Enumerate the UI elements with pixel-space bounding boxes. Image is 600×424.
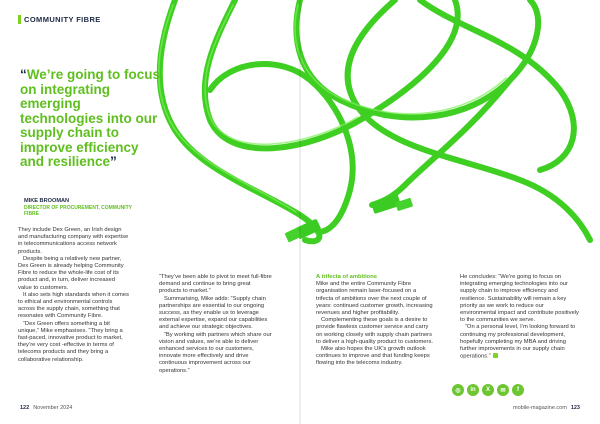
body-column-3 <box>316 274 433 368</box>
paragraph: He concludes: “We’re going to focus on integrating emerging technologies into our supply chain to improve efficiency and resilience. Sustainability will remain a key priority as we work to reduce our environmental impact and contribute positively to the communities we serve. <box>460 274 579 324</box>
section-subheading: A trifecta of ambitions <box>316 274 377 280</box>
paragraph: They include Dex Green, an Irish design and manufacturing company with expertise in telecommunications access network products. <box>18 227 129 255</box>
body-column-4 <box>460 274 581 361</box>
paragraph: Complementing these goals is a desire to provide flawless customer service and carry on working closely with supply chain partners to deliver a high-quality product to customers. <box>316 317 433 345</box>
page-number-left: 122 <box>20 405 30 411</box>
paragraph <box>460 324 581 361</box>
section-tag: COMMUNITY FIBRE <box>24 15 101 24</box>
paragraph: “By working with partners which share our vision and values, we’re able to deliver enhanced services to our customers, innovate more effectively and drive continuous improvement across our operations.” <box>159 331 272 374</box>
facebook-icon[interactable]: f <box>512 384 524 396</box>
social-links <box>452 384 524 398</box>
rj45-connector-right <box>371 194 413 214</box>
byline-role: DIRECTOR OF PROCUREMENT, COMMUNITY FIBRE <box>24 205 132 217</box>
paragraph: “They’ve been able to pivot to meet full-fibre demand and continue to bring great products to market.” <box>159 274 272 295</box>
page-number-right: 123 <box>570 405 580 411</box>
globe-icon[interactable]: ◎ <box>452 384 464 396</box>
byline-name: MIKE BROOMAN <box>24 198 70 204</box>
body-column-2 <box>159 274 272 375</box>
pull-quote-text: We’re going to focus on integrating emerging technologies into our supply chain to improve efficiency and resilience <box>20 67 161 169</box>
x-icon[interactable]: X <box>482 384 494 396</box>
page-spine <box>299 0 301 424</box>
issue-date: November 2024 <box>33 405 73 411</box>
end-of-article-icon <box>493 353 498 358</box>
pull-quote <box>20 68 160 170</box>
email-icon[interactable]: ✉ <box>497 384 509 396</box>
footer-left <box>20 405 72 411</box>
quote-open-mark: “ <box>20 67 27 82</box>
paragraph: It also sets high standards when it comes to ethical and environmental controls across the supply chain, something that resonates with Community Fibre. <box>18 291 130 320</box>
paragraph: Mike also hopes the UK’s growth outlook continues to improve and that funding keeps flowing into the telecoms industry. <box>316 346 430 367</box>
body-column-1 <box>18 227 130 364</box>
paragraph: Despite being a relatively new partner, Dex Green is already helping Community Fibre to reduce the whole-life cost of its product and, in turn, deliver increased value to customers. <box>18 255 124 291</box>
paragraph: “Dex Green offers something a bit unique,” Mike emphasises. “They bring a fast-paced, innovative product to market, they’re very cost -effective in terms of telecoms products and they bring a collaborative relationship. <box>18 320 123 363</box>
quote-close-mark: ” <box>110 154 117 169</box>
site-url[interactable]: mobile-magazine.com <box>513 405 567 411</box>
paragraph: Mike and the entire Community Fibre organisation remain laser-focused on a trifecta of ambitions over the next couple of years: continued customer growth, increasing revenues and higher profitability. <box>316 281 433 317</box>
paragraph-text: “On a personal level, I’m looking forward to continuing my professional development, hopefully completing my MBA and driving further improvements in our supply chain operations.” <box>460 324 576 360</box>
paragraph: Summarising, Mike adds: “Supply chain partnerships are essential to our ongoing success, as they enable us to leverage external expertise, expand our capabilities and achieve our strategic objectives. <box>159 295 268 331</box>
footer-right <box>513 405 580 411</box>
linkedin-icon[interactable]: in <box>467 384 479 396</box>
section-accent-bar <box>18 15 21 24</box>
